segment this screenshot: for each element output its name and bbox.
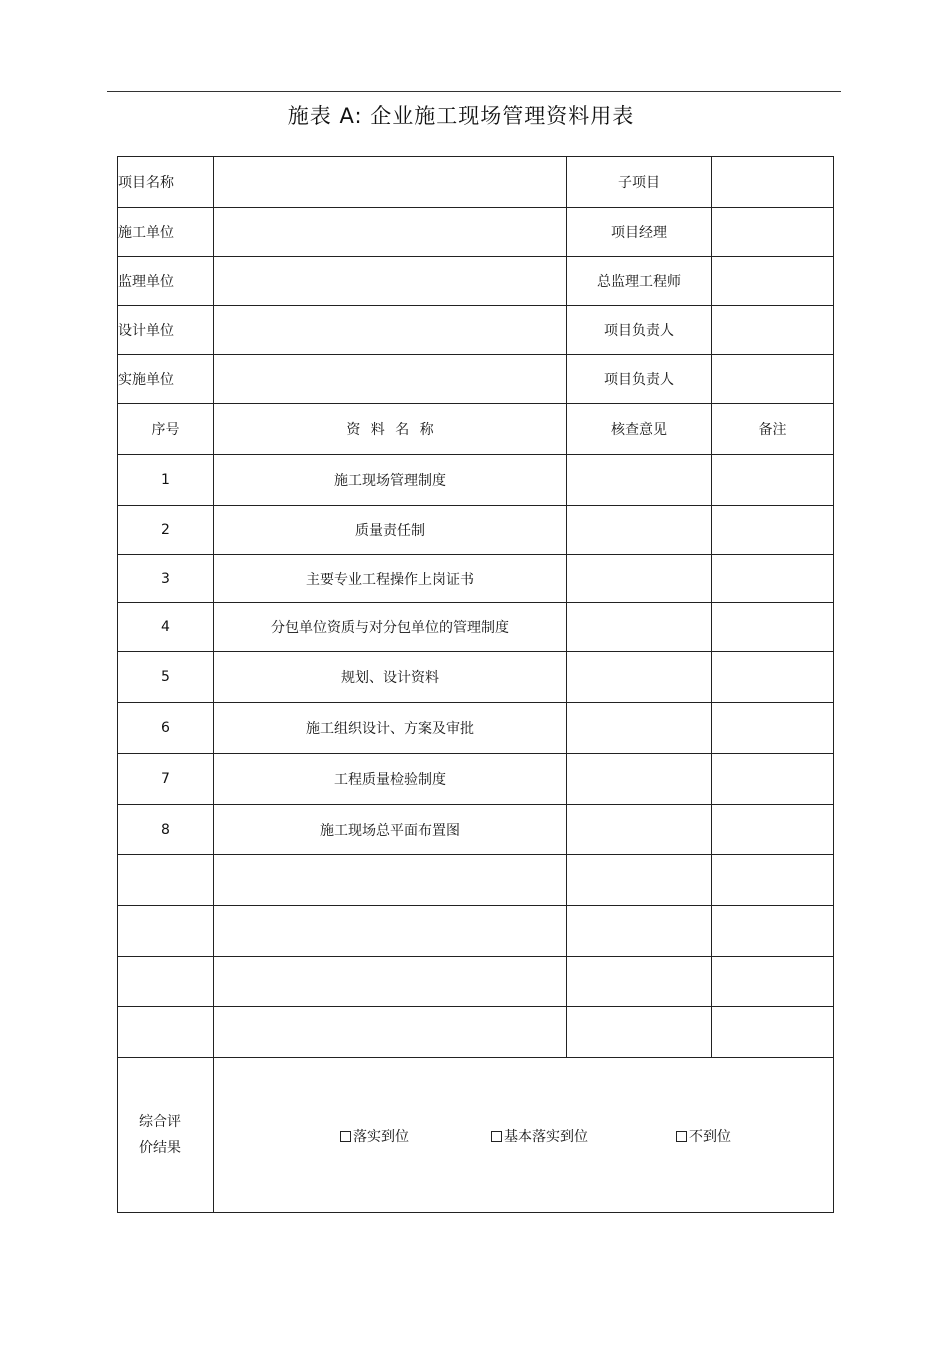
empty-remark-cell[interactable]	[712, 1007, 834, 1058]
table-row-empty	[118, 906, 834, 957]
label-supervision-unit: 监理单位	[118, 257, 214, 306]
label-implementation-unit: 实施单位	[118, 355, 214, 404]
empty-review-cell[interactable]	[567, 855, 712, 906]
empty-seq-cell[interactable]	[118, 1007, 214, 1058]
evaluation-label-line1: 综合评	[139, 1114, 181, 1130]
empty-name-cell[interactable]	[214, 855, 567, 906]
item-remark-cell[interactable]	[712, 506, 834, 555]
column-header-seq: 序号	[118, 404, 214, 455]
table-row-empty	[118, 957, 834, 1007]
value-chief-supervisor[interactable]	[712, 257, 834, 306]
item-seq: 6	[118, 703, 214, 754]
empty-seq-cell[interactable]	[118, 906, 214, 957]
table-row-empty	[118, 855, 834, 906]
checkbox-icon[interactable]	[676, 1131, 687, 1142]
empty-name-cell[interactable]	[214, 1007, 567, 1058]
item-remark-cell[interactable]	[712, 805, 834, 855]
management-form-table	[117, 156, 834, 1213]
top-rule	[107, 91, 841, 92]
option-label: 基本落实到位	[504, 1129, 588, 1145]
item-review-cell[interactable]	[567, 652, 712, 703]
item-seq: 2	[118, 506, 214, 555]
table-row	[118, 603, 834, 652]
empty-remark-cell[interactable]	[712, 957, 834, 1007]
label-project-manager: 项目经理	[567, 208, 712, 257]
item-remark-cell[interactable]	[712, 754, 834, 805]
label-design-unit: 设计单位	[118, 306, 214, 355]
value-project-name[interactable]	[214, 157, 567, 208]
evaluation-row	[118, 1058, 834, 1213]
empty-review-cell[interactable]	[567, 906, 712, 957]
empty-seq-cell[interactable]	[118, 957, 214, 1007]
item-name: 施工现场总平面布置图	[214, 805, 567, 855]
value-supervision-unit[interactable]	[214, 257, 567, 306]
item-review-cell[interactable]	[567, 603, 712, 652]
evaluation-options-cell	[214, 1058, 834, 1213]
label-construction-unit: 施工单位	[118, 208, 214, 257]
item-review-cell[interactable]	[567, 805, 712, 855]
table-row	[118, 555, 834, 603]
page-title: 施表 A: 企业施工现场管理资料用表	[287, 104, 635, 128]
table-row	[118, 506, 834, 555]
item-remark-cell[interactable]	[712, 455, 834, 506]
option-label: 不到位	[689, 1129, 731, 1145]
item-remark-cell[interactable]	[712, 703, 834, 754]
evaluation-label-line2: 价结果	[139, 1140, 181, 1156]
label-subproject: 子项目	[567, 157, 712, 208]
item-seq: 8	[118, 805, 214, 855]
checkbox-icon[interactable]	[491, 1131, 502, 1142]
label-chief-supervisor: 总监理工程师	[567, 257, 712, 306]
column-header-remark: 备注	[712, 404, 834, 455]
empty-review-cell[interactable]	[567, 1007, 712, 1058]
value-design-leader[interactable]	[712, 306, 834, 355]
info-row-construction-unit	[118, 208, 834, 257]
info-row-project-name	[118, 157, 834, 208]
table-row	[118, 754, 834, 805]
empty-name-cell[interactable]	[214, 906, 567, 957]
evaluation-label-cell	[118, 1058, 214, 1213]
item-name: 施工现场管理制度	[214, 455, 567, 506]
item-review-cell[interactable]	[567, 506, 712, 555]
item-name: 施工组织设计、方案及审批	[214, 703, 567, 754]
value-subproject[interactable]	[712, 157, 834, 208]
label-project-name: 项目名称	[118, 157, 214, 208]
info-row-design-unit	[118, 306, 834, 355]
column-header-row	[118, 404, 834, 455]
empty-seq-cell[interactable]	[118, 855, 214, 906]
item-seq: 1	[118, 455, 214, 506]
item-seq: 7	[118, 754, 214, 805]
column-header-review: 核查意见	[567, 404, 712, 455]
item-remark-cell[interactable]	[712, 652, 834, 703]
label-implementation-leader: 项目负责人	[567, 355, 712, 404]
item-name: 规划、设计资料	[214, 652, 567, 703]
empty-name-cell[interactable]	[214, 957, 567, 1007]
table-row-empty	[118, 1007, 834, 1058]
empty-remark-cell[interactable]	[712, 906, 834, 957]
item-seq: 3	[118, 555, 214, 603]
option-fully-implemented[interactable]	[340, 1126, 409, 1146]
item-name: 质量责任制	[214, 506, 567, 555]
value-implementation-leader[interactable]	[712, 355, 834, 404]
info-row-implementation-unit	[118, 355, 834, 404]
label-design-leader: 项目负责人	[567, 306, 712, 355]
item-seq: 5	[118, 652, 214, 703]
option-basically-implemented[interactable]	[491, 1126, 588, 1146]
item-name: 分包单位资质与对分包单位的管理制度	[214, 603, 567, 652]
item-review-cell[interactable]	[567, 555, 712, 603]
table-row	[118, 805, 834, 855]
item-review-cell[interactable]	[567, 455, 712, 506]
checkbox-icon[interactable]	[340, 1131, 351, 1142]
empty-review-cell[interactable]	[567, 957, 712, 1007]
evaluation-label	[118, 1109, 213, 1161]
item-remark-cell[interactable]	[712, 603, 834, 652]
item-seq: 4	[118, 603, 214, 652]
item-name: 工程质量检验制度	[214, 754, 567, 805]
column-header-name: 资 料 名 称	[214, 404, 567, 455]
table-row	[118, 703, 834, 754]
item-remark-cell[interactable]	[712, 555, 834, 603]
item-review-cell[interactable]	[567, 754, 712, 805]
evaluation-options	[214, 1058, 833, 1212]
empty-remark-cell[interactable]	[712, 855, 834, 906]
item-name: 主要专业工程操作上岗证书	[214, 555, 567, 603]
value-construction-unit[interactable]	[214, 208, 567, 257]
table-row	[118, 652, 834, 703]
option-not-implemented[interactable]	[676, 1126, 731, 1146]
value-design-unit[interactable]	[214, 306, 567, 355]
value-project-manager[interactable]	[712, 208, 834, 257]
table-row	[118, 455, 834, 506]
option-label: 落实到位	[353, 1129, 409, 1145]
info-row-supervision-unit	[118, 257, 834, 306]
value-implementation-unit[interactable]	[214, 355, 567, 404]
item-review-cell[interactable]	[567, 703, 712, 754]
